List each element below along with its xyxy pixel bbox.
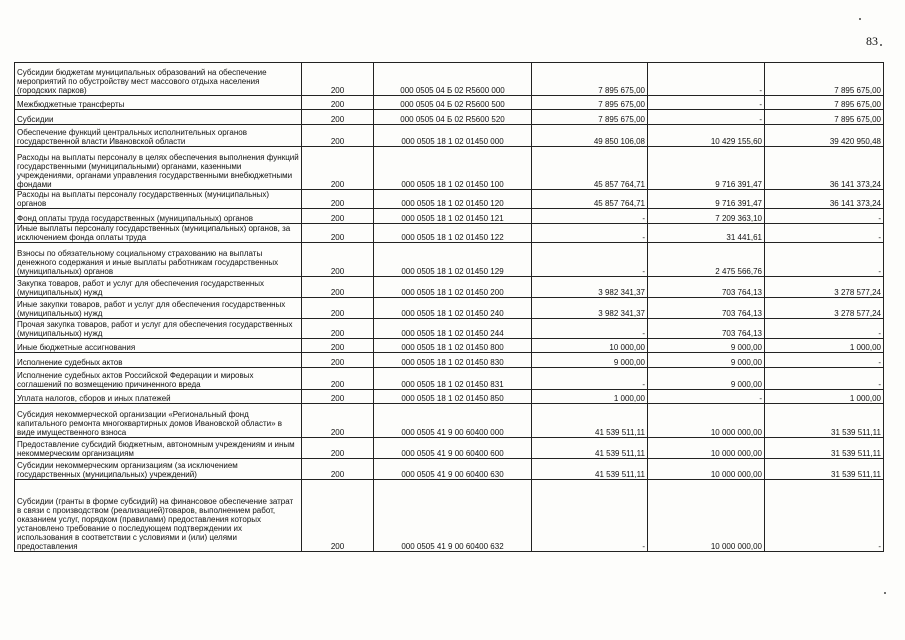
row-name: Расходы на выплаты персоналу в целях обеспечения выполнения функций государственными (муниципальными) органами, казенными учреждениями, органами управления государственными внебюджетными фондами [15,147,302,190]
table-row [15,404,884,438]
row-remaining: 36 141 373,24 [765,147,884,190]
row-approved: 41 539 511,11 [532,438,648,459]
row-approved: 3 982 341,37 [532,298,648,319]
row-remaining: 7 895 675,00 [765,63,884,96]
row-executed: 9 716 391,47 [648,147,765,190]
row-approved: - [532,243,648,277]
table-row [15,459,884,480]
row-executed: 2 475 566,76 [648,243,765,277]
row-code: 200 [302,353,374,368]
row-approved: - [532,480,648,552]
row-code: 200 [302,96,374,110]
table-row [15,480,884,552]
scan-artifact [859,18,861,20]
row-remaining: - [765,353,884,368]
row-approved: 45 857 764,71 [532,147,648,190]
row-code: 200 [302,224,374,243]
table-row [15,277,884,298]
row-code: 200 [302,438,374,459]
row-code: 200 [302,243,374,277]
row-executed: 703 764,13 [648,319,765,339]
row-executed: 10 429 155,60 [648,125,765,147]
row-approved: - [532,368,648,390]
row-code: 200 [302,480,374,552]
row-executed: - [648,110,765,125]
table-row [15,243,884,277]
row-kbk: 000 0505 18 1 02 01450 830 [374,353,532,368]
row-remaining: 31 539 511,11 [765,404,884,438]
row-remaining: - [765,209,884,224]
row-approved: 1 000,00 [532,390,648,404]
row-executed: 9 000,00 [648,353,765,368]
table-row [15,353,884,368]
row-code: 200 [302,110,374,125]
scan-artifact [884,592,886,594]
row-kbk: 000 0505 18 1 02 01450 200 [374,277,532,298]
row-kbk: 000 0505 18 1 02 01450 120 [374,190,532,209]
row-kbk: 000 0505 41 9 00 60400 000 [374,404,532,438]
row-executed: 31 441,61 [648,224,765,243]
row-kbk: 000 0505 41 9 00 60400 632 [374,480,532,552]
row-executed: 10 000 000,00 [648,459,765,480]
row-executed: - [648,63,765,96]
row-remaining: 3 278 577,24 [765,298,884,319]
scan-artifact [880,44,882,46]
row-remaining: 1 000,00 [765,390,884,404]
table-row [15,125,884,147]
table-row [15,190,884,209]
table-row [15,209,884,224]
row-name: Исполнение судебных актов [15,353,302,368]
row-executed: 703 764,13 [648,298,765,319]
row-code: 200 [302,277,374,298]
row-executed: 9 000,00 [648,339,765,353]
row-name: Закупка товаров, работ и услуг для обеспечения государственных (муниципальных) нужд [15,277,302,298]
row-name: Субсидии [15,110,302,125]
row-name: Уплата налогов, сборов и иных платежей [15,390,302,404]
row-kbk: 000 0505 18 1 02 01450 100 [374,147,532,190]
row-code: 200 [302,63,374,96]
row-code: 200 [302,147,374,190]
table-row [15,368,884,390]
row-kbk: 000 0505 18 1 02 01450 122 [374,224,532,243]
row-approved: 45 857 764,71 [532,190,648,209]
row-executed: - [648,390,765,404]
row-executed: 10 000 000,00 [648,404,765,438]
row-kbk: 000 0505 18 1 02 01450 850 [374,390,532,404]
row-approved: - [532,209,648,224]
row-executed: 9 716 391,47 [648,190,765,209]
table-row [15,224,884,243]
row-approved: 49 850 106,08 [532,125,648,147]
row-remaining: 39 420 950,48 [765,125,884,147]
row-code: 200 [302,190,374,209]
row-code: 200 [302,339,374,353]
row-kbk: 000 0505 41 9 00 60400 630 [374,459,532,480]
row-kbk: 000 0505 18 1 02 01450 800 [374,339,532,353]
row-executed: - [648,96,765,110]
row-executed: 10 000 000,00 [648,438,765,459]
row-kbk: 000 0505 18 1 02 01450 244 [374,319,532,339]
row-name: Взносы по обязательному социальному страхованию на выплаты денежного содержания и иные выплаты работникам государственных (муниципальных) органов [15,243,302,277]
row-name: Иные бюджетные ассигнования [15,339,302,353]
table-row [15,339,884,353]
row-approved: 3 982 341,37 [532,277,648,298]
page-number: 83 [866,34,878,48]
row-kbk: 000 0505 18 1 02 01450 000 [374,125,532,147]
row-approved: 7 895 675,00 [532,110,648,125]
row-code: 200 [302,390,374,404]
row-name: Субсидии некоммерческим организациям (за исключением государственных (муниципальных) учреждений) [15,459,302,480]
row-kbk: 000 0505 04 Б 02 R5600 500 [374,96,532,110]
row-name: Расходы на выплаты персоналу государственных (муниципальных) органов [15,190,302,209]
row-name: Субсидии бюджетам муниципальных образований на обеспечение мероприятий по обустройству мест массового отдыха населения (городских парков) [15,63,302,96]
table-row [15,63,884,96]
row-remaining: - [765,480,884,552]
row-kbk: 000 0505 18 1 02 01450 831 [374,368,532,390]
row-remaining: - [765,224,884,243]
table-row [15,110,884,125]
row-executed: 9 000,00 [648,368,765,390]
row-code: 200 [302,459,374,480]
row-executed: 7 209 363,10 [648,209,765,224]
row-kbk: 000 0505 18 1 02 01450 121 [374,209,532,224]
row-name: Субсидии (гранты в форме субсидий) на финансовое обеспечение затрат в связи с производством (реализацией)товаров, выполнением работ, оказанием услуг, порядком (правилами) предоставления которых установлено требование о последующем подтверждении их использования в соответствии с условиями и (или) целями предоставления [15,480,302,552]
row-name: Исполнение судебных актов Российской Федерации и мировых соглашений по возмещению причиненного вреда [15,368,302,390]
row-remaining: - [765,243,884,277]
row-name: Межбюджетные трансферты [15,96,302,110]
table-row [15,390,884,404]
row-code: 200 [302,404,374,438]
row-name: Прочая закупка товаров, работ и услуг для обеспечения государственных (муниципальных) нужд [15,319,302,339]
row-remaining: - [765,368,884,390]
table-row [15,319,884,339]
row-remaining: 1 000,00 [765,339,884,353]
row-remaining: 7 895 675,00 [765,110,884,125]
row-kbk: 000 0505 41 9 00 60400 600 [374,438,532,459]
row-remaining: 31 539 511,11 [765,438,884,459]
row-remaining: 36 141 373,24 [765,190,884,209]
row-code: 200 [302,209,374,224]
row-remaining: 31 539 511,11 [765,459,884,480]
row-name: Иные закупки товаров, работ и услуг для обеспечения государственных (муниципальных) нужд [15,298,302,319]
row-name: Предоставление субсидий бюджетным, автономным учреждениям и иным некоммерческим организациям [15,438,302,459]
table-row [15,96,884,110]
row-remaining: 7 895 675,00 [765,96,884,110]
row-name: Субсидия некоммерческой организации «Региональный фонд капитального ремонта многоквартирных домов Ивановской области» в виде имущественного взноса [15,404,302,438]
row-code: 200 [302,298,374,319]
row-kbk: 000 0505 04 Б 02 R5600 000 [374,63,532,96]
row-approved: 7 895 675,00 [532,63,648,96]
table-row [15,438,884,459]
row-code: 200 [302,125,374,147]
row-code: 200 [302,319,374,339]
row-approved: 7 895 675,00 [532,96,648,110]
row-executed: 703 764,13 [648,277,765,298]
row-approved: - [532,319,648,339]
table-row [15,147,884,190]
row-kbk: 000 0505 18 1 02 01450 129 [374,243,532,277]
budget-execution-table [14,62,884,552]
row-approved: 41 539 511,11 [532,459,648,480]
row-kbk: 000 0505 18 1 02 01450 240 [374,298,532,319]
row-approved: - [532,224,648,243]
row-code: 200 [302,368,374,390]
row-remaining: - [765,319,884,339]
row-approved: 9 000,00 [532,353,648,368]
row-name: Иные выплаты персоналу государственных (муниципальных) органов, за исключением фонда оплаты труда [15,224,302,243]
row-remaining: 3 278 577,24 [765,277,884,298]
row-executed: 10 000 000,00 [648,480,765,552]
row-kbk: 000 0505 04 Б 02 R5600 520 [374,110,532,125]
row-name: Фонд оплаты труда государственных (муниципальных) органов [15,209,302,224]
table-row [15,298,884,319]
row-approved: 41 539 511,11 [532,404,648,438]
row-approved: 10 000,00 [532,339,648,353]
row-name: Обеспечение функций центральных исполнительных органов государственной власти Ивановской области [15,125,302,147]
